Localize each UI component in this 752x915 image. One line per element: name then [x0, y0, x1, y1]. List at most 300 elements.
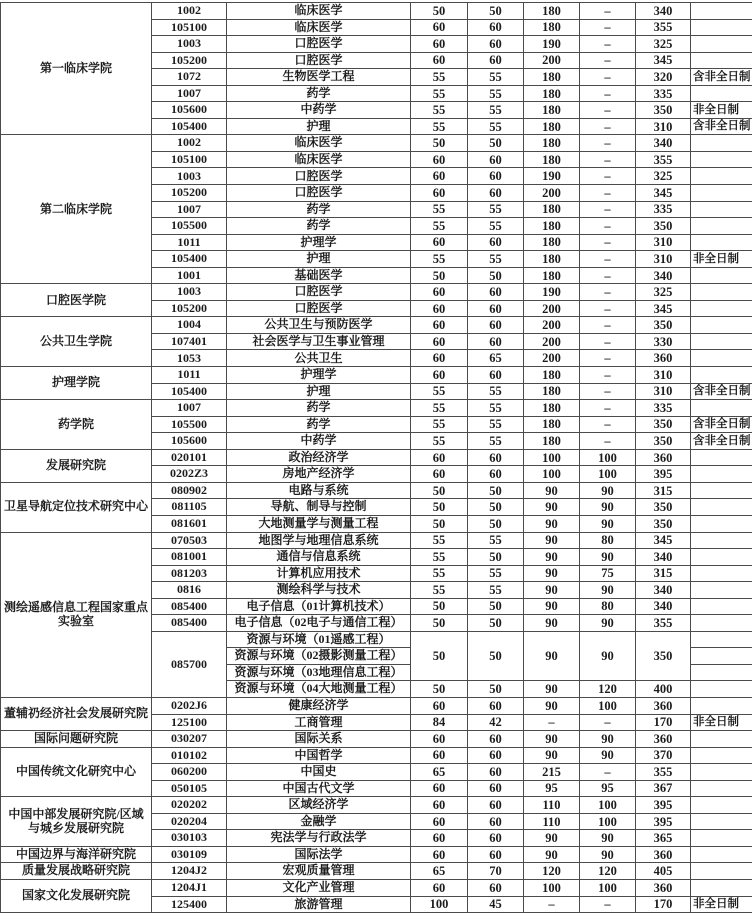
total-score-cell: 340 [636, 267, 691, 284]
score-cell-3: 90 [524, 830, 580, 847]
score-cell-2: 60 [468, 764, 524, 781]
score-cell-1: 60 [411, 52, 468, 69]
total-score-cell: 365 [636, 830, 691, 847]
table-row [1, 135, 752, 152]
table-row [1, 3, 752, 20]
total-score-cell: 330 [636, 333, 691, 350]
major-code-cell: 107401 [152, 333, 227, 350]
major-name-cell: 宏观质量管理 [227, 863, 411, 880]
major-name-cell: 文化产业管理 [227, 879, 411, 896]
remark-cell: 含非全日制 [691, 383, 752, 400]
college-cell: 中国传统文化研究中心 [1, 747, 152, 797]
score-cell-1: 60 [411, 879, 468, 896]
score-cell-1: 55 [411, 383, 468, 400]
score-cell-4: – [580, 764, 636, 781]
major-code-cell: 105200 [152, 300, 227, 317]
score-table-body [1, 3, 752, 913]
score-cell-1: 50 [411, 681, 468, 698]
major-code-cell: 060200 [152, 764, 227, 781]
remark-cell [691, 350, 752, 367]
major-name-cell: 电子信息（02电子与通信工程） [227, 615, 411, 632]
major-name-cell: 口腔医学 [227, 36, 411, 53]
score-cell-2: 60 [468, 466, 524, 483]
major-code-cell: 085400 [152, 615, 227, 632]
total-score-cell: 335 [636, 85, 691, 102]
score-cell-2: 60 [468, 36, 524, 53]
score-cell-1: 65 [411, 764, 468, 781]
major-name-cell: 社会医学与卫生事业管理 [227, 333, 411, 350]
score-cell-2: 55 [468, 383, 524, 400]
major-code-cell: 125100 [152, 714, 227, 731]
score-cell-2: 55 [468, 102, 524, 119]
score-cell-4: – [580, 19, 636, 36]
major-code-cell: 1007 [152, 85, 227, 102]
total-score-cell: 340 [636, 549, 691, 566]
college-cell: 卫星导航定位技术研究中心 [1, 482, 152, 532]
major-code-cell: 0202J6 [152, 697, 227, 714]
score-cell-1: 60 [411, 813, 468, 830]
score-cell-4: – [580, 300, 636, 317]
major-name-cell: 资源与环境（04大地测量工程） [227, 681, 411, 698]
total-score-cell: 395 [636, 466, 691, 483]
major-code-cell: 1007 [152, 201, 227, 218]
score-cell-4: – [580, 36, 636, 53]
score-cell-4: – [580, 400, 636, 417]
score-cell-4: – [580, 118, 636, 135]
score-cell-4: – [580, 218, 636, 235]
score-cell-1: 60 [411, 317, 468, 334]
score-cell-3: 110 [524, 813, 580, 830]
score-cell-4: 100 [580, 813, 636, 830]
remark-cell [691, 466, 752, 483]
score-cell-1: 84 [411, 714, 468, 731]
major-code-cell: 1011 [152, 367, 227, 384]
remark-cell [691, 764, 752, 781]
remark-cell [691, 284, 752, 301]
remark-cell [691, 631, 752, 648]
major-code-cell: 081001 [152, 549, 227, 566]
table-row [1, 747, 752, 764]
major-code-cell: 081601 [152, 515, 227, 532]
score-cell-1: 55 [411, 102, 468, 119]
remark-cell [691, 863, 752, 880]
major-code-cell: 020101 [152, 449, 227, 466]
score-cell-3: 90 [524, 482, 580, 499]
total-score-cell: 325 [636, 36, 691, 53]
score-cell-3: 100 [524, 449, 580, 466]
score-cell-3: 180 [524, 218, 580, 235]
score-cell-3: 90 [524, 747, 580, 764]
major-name-cell: 基础医学 [227, 267, 411, 284]
score-cell-2: 55 [468, 400, 524, 417]
score-cell-2: 60 [468, 731, 524, 748]
table-row [1, 284, 752, 301]
score-cell-4: 100 [580, 466, 636, 483]
score-cell-4: – [580, 52, 636, 69]
score-cell-1: 50 [411, 135, 468, 152]
total-score-cell: 335 [636, 400, 691, 417]
major-name-cell: 金融学 [227, 813, 411, 830]
major-code-cell: 1204J2 [152, 863, 227, 880]
total-score-cell: 310 [636, 367, 691, 384]
score-cell-4: – [580, 201, 636, 218]
major-name-cell: 电路与系统 [227, 482, 411, 499]
major-name-cell: 地图学与地理信息系统 [227, 532, 411, 549]
major-code-cell: 081203 [152, 565, 227, 582]
remark-cell: 含非全日制 [691, 433, 752, 450]
remark-cell [691, 846, 752, 863]
score-cell-2: 60 [468, 846, 524, 863]
score-cell-3: 200 [524, 317, 580, 334]
score-cell-1: 100 [411, 896, 468, 913]
major-name-cell: 政治经济学 [227, 449, 411, 466]
major-name-cell: 旅游管理 [227, 896, 411, 913]
major-name-cell: 资源与环境（03地理信息工程） [227, 664, 411, 681]
score-cell-4: – [580, 714, 636, 731]
major-name-cell: 宪法学与行政法学 [227, 830, 411, 847]
major-code-cell: 020204 [152, 813, 227, 830]
total-score-cell: 350 [636, 317, 691, 334]
table-row [1, 532, 752, 549]
total-score-cell: 315 [636, 482, 691, 499]
score-cell-2: 70 [468, 863, 524, 880]
major-name-cell: 测绘科学与技术 [227, 582, 411, 599]
score-cell-3: 200 [524, 350, 580, 367]
table-row [1, 846, 752, 863]
table-row [1, 400, 752, 417]
remark-cell [691, 515, 752, 532]
remark-cell [691, 582, 752, 599]
major-name-cell: 药学 [227, 85, 411, 102]
score-cell-1: 50 [411, 631, 468, 681]
score-cell-3: 200 [524, 300, 580, 317]
major-name-cell: 中国古代文学 [227, 780, 411, 797]
score-cell-4: – [580, 135, 636, 152]
remark-cell [691, 532, 752, 549]
score-cell-1: 55 [411, 251, 468, 268]
major-name-cell: 计算机应用技术 [227, 565, 411, 582]
major-name-cell: 国际关系 [227, 731, 411, 748]
total-score-cell: 350 [636, 433, 691, 450]
score-cell-3: 180 [524, 69, 580, 86]
score-cell-4: 95 [580, 780, 636, 797]
score-cell-1: 50 [411, 598, 468, 615]
total-score-cell: 370 [636, 747, 691, 764]
score-cell-3: 90 [524, 515, 580, 532]
score-cell-1: 60 [411, 151, 468, 168]
score-cell-1: 50 [411, 499, 468, 516]
college-cell: 质量发展战略研究院 [1, 863, 152, 880]
total-score-cell: 350 [636, 631, 691, 681]
total-score-cell: 360 [636, 879, 691, 896]
score-cell-1: 60 [411, 830, 468, 847]
score-cell-3: 100 [524, 879, 580, 896]
score-cell-4: – [580, 251, 636, 268]
major-name-cell: 大地测量学与测量工程 [227, 515, 411, 532]
score-cell-3: 190 [524, 168, 580, 185]
total-score-cell: 350 [636, 499, 691, 516]
college-cell: 测绘遥感信息工程国家重点实验室 [1, 532, 152, 697]
score-cell-3: 180 [524, 383, 580, 400]
remark-cell [691, 201, 752, 218]
score-cell-1: 65 [411, 863, 468, 880]
total-score-cell: 310 [636, 251, 691, 268]
score-cell-4: 100 [580, 697, 636, 714]
major-code-cell: 1003 [152, 168, 227, 185]
score-cell-4: – [580, 69, 636, 86]
score-cell-4: – [580, 85, 636, 102]
score-cell-3: 100 [524, 466, 580, 483]
remark-cell [691, 697, 752, 714]
score-cell-1: 55 [411, 433, 468, 450]
major-name-cell: 公共卫生与预防医学 [227, 317, 411, 334]
score-cell-1: 50 [411, 482, 468, 499]
score-cell-3: 180 [524, 3, 580, 20]
score-table [0, 2, 752, 913]
major-name-cell: 通信与信息系统 [227, 549, 411, 566]
remark-cell [691, 185, 752, 202]
major-code-cell: 1011 [152, 234, 227, 251]
score-cell-3: 180 [524, 400, 580, 417]
score-cell-2: 60 [468, 780, 524, 797]
remark-cell [691, 598, 752, 615]
score-cell-4: 90 [580, 846, 636, 863]
score-cell-2: 50 [468, 598, 524, 615]
score-cell-3: 90 [524, 499, 580, 516]
major-name-cell: 临床医学 [227, 3, 411, 20]
major-code-cell: 125400 [152, 896, 227, 913]
major-code-cell: 105600 [152, 433, 227, 450]
score-cell-2: 60 [468, 697, 524, 714]
score-cell-2: 55 [468, 118, 524, 135]
score-cell-4: 90 [580, 631, 636, 681]
total-score-cell: 340 [636, 3, 691, 20]
score-cell-2: 55 [468, 201, 524, 218]
major-code-cell: 1204J1 [152, 879, 227, 896]
score-cell-1: 60 [411, 466, 468, 483]
score-cell-2: 42 [468, 714, 524, 731]
total-score-cell: 325 [636, 168, 691, 185]
score-cell-2: 60 [468, 317, 524, 334]
score-cell-2: 50 [468, 3, 524, 20]
score-cell-2: 50 [468, 549, 524, 566]
score-cell-4: – [580, 433, 636, 450]
score-cell-1: 50 [411, 3, 468, 20]
total-score-cell: 310 [636, 383, 691, 400]
table-row [1, 367, 752, 384]
score-cell-2: 50 [468, 135, 524, 152]
total-score-cell: 355 [636, 151, 691, 168]
score-cell-3: 90 [524, 681, 580, 698]
remark-cell [691, 300, 752, 317]
table-row [1, 879, 752, 896]
major-name-cell: 临床医学 [227, 19, 411, 36]
score-cell-2: 60 [468, 333, 524, 350]
major-name-cell: 护理 [227, 383, 411, 400]
score-cell-1: 60 [411, 333, 468, 350]
major-name-cell: 护理学 [227, 367, 411, 384]
major-code-cell: 1001 [152, 267, 227, 284]
table-row [1, 797, 752, 814]
major-code-cell: 085700 [152, 631, 227, 697]
score-cell-1: 55 [411, 218, 468, 235]
score-cell-3: 180 [524, 251, 580, 268]
score-cell-1: 60 [411, 185, 468, 202]
remark-cell [691, 879, 752, 896]
score-cell-2: 60 [468, 747, 524, 764]
score-cell-1: 60 [411, 350, 468, 367]
major-code-cell: 105100 [152, 19, 227, 36]
total-score-cell: 340 [636, 582, 691, 599]
score-cell-3: 190 [524, 284, 580, 301]
score-cell-2: 55 [468, 218, 524, 235]
score-cell-2: 65 [468, 350, 524, 367]
major-code-cell: 030109 [152, 846, 227, 863]
remark-cell [691, 664, 752, 681]
score-cell-3: 200 [524, 52, 580, 69]
score-cell-1: 60 [411, 36, 468, 53]
score-cell-2: 50 [468, 515, 524, 532]
score-cell-1: 60 [411, 797, 468, 814]
score-cell-2: 55 [468, 85, 524, 102]
major-name-cell: 健康经济学 [227, 697, 411, 714]
major-name-cell: 中国哲学 [227, 747, 411, 764]
score-cell-4: – [580, 267, 636, 284]
score-cell-1: 60 [411, 367, 468, 384]
score-cell-1: 55 [411, 532, 468, 549]
score-cell-1: 60 [411, 747, 468, 764]
score-cell-3: 110 [524, 797, 580, 814]
score-cell-2: 55 [468, 416, 524, 433]
score-cell-4: – [580, 317, 636, 334]
college-cell: 中国中部发展研究院/区域与城乡发展研究院 [1, 797, 152, 847]
table-row [1, 697, 752, 714]
major-name-cell: 药学 [227, 201, 411, 218]
score-cell-1: 50 [411, 267, 468, 284]
total-score-cell: 315 [636, 565, 691, 582]
total-score-cell: 400 [636, 681, 691, 698]
score-cell-4: 100 [580, 449, 636, 466]
college-cell: 第一临床学院 [1, 3, 152, 135]
score-cell-2: 55 [468, 433, 524, 450]
major-code-cell: 010102 [152, 747, 227, 764]
score-cell-4: 90 [580, 515, 636, 532]
score-cell-3: 180 [524, 267, 580, 284]
score-cell-4: – [580, 367, 636, 384]
score-cell-2: 50 [468, 681, 524, 698]
score-cell-3: 90 [524, 846, 580, 863]
score-cell-2: 60 [468, 168, 524, 185]
score-cell-3: 200 [524, 185, 580, 202]
total-score-cell: 340 [636, 135, 691, 152]
remark-cell [691, 333, 752, 350]
major-code-cell: 105100 [152, 151, 227, 168]
major-name-cell: 导航、制导与控制 [227, 499, 411, 516]
score-cell-2: 55 [468, 582, 524, 599]
score-cell-3: 180 [524, 367, 580, 384]
total-score-cell: 345 [636, 185, 691, 202]
score-cell-2: 55 [468, 251, 524, 268]
remark-cell: 非全日制 [691, 714, 752, 731]
score-cell-3: 180 [524, 234, 580, 251]
total-score-cell: 345 [636, 52, 691, 69]
major-code-cell: 1003 [152, 36, 227, 53]
major-name-cell: 口腔医学 [227, 300, 411, 317]
score-cell-2: 60 [468, 797, 524, 814]
score-cell-2: 60 [468, 300, 524, 317]
score-cell-4: – [580, 3, 636, 20]
major-name-cell: 口腔医学 [227, 185, 411, 202]
score-cell-4: – [580, 151, 636, 168]
total-score-cell: 345 [636, 532, 691, 549]
major-code-cell: 0202Z3 [152, 466, 227, 483]
major-code-cell: 105400 [152, 251, 227, 268]
remark-cell [691, 218, 752, 235]
remark-cell [691, 780, 752, 797]
college-cell: 药学院 [1, 400, 152, 450]
total-score-cell: 170 [636, 896, 691, 913]
major-code-cell: 105500 [152, 218, 227, 235]
score-cell-1: 60 [411, 449, 468, 466]
score-cell-2: 45 [468, 896, 524, 913]
score-cell-4: 120 [580, 681, 636, 698]
score-cell-2: 60 [468, 284, 524, 301]
score-cell-1: 60 [411, 731, 468, 748]
total-score-cell: 355 [636, 19, 691, 36]
total-score-cell: 355 [636, 615, 691, 632]
score-cell-3: 180 [524, 85, 580, 102]
major-code-cell: 1004 [152, 317, 227, 334]
remark-cell [691, 499, 752, 516]
score-cell-3: 180 [524, 135, 580, 152]
major-name-cell: 护理 [227, 118, 411, 135]
score-cell-1: 60 [411, 300, 468, 317]
major-name-cell: 药学 [227, 400, 411, 417]
score-cell-1: 60 [411, 168, 468, 185]
major-code-cell: 020202 [152, 797, 227, 814]
total-score-cell: 367 [636, 780, 691, 797]
total-score-cell: 170 [636, 714, 691, 731]
major-code-cell: 085400 [152, 598, 227, 615]
score-cell-3: 90 [524, 565, 580, 582]
college-cell: 国际问题研究院 [1, 731, 152, 748]
score-cell-4: – [580, 383, 636, 400]
score-cell-2: 50 [468, 631, 524, 681]
college-cell: 国家文化发展研究院 [1, 879, 152, 912]
college-cell: 中国边界与海洋研究院 [1, 846, 152, 863]
score-cell-2: 50 [468, 482, 524, 499]
score-cell-2: 60 [468, 234, 524, 251]
table-row [1, 863, 752, 880]
remark-cell [691, 135, 752, 152]
score-cell-4: 90 [580, 499, 636, 516]
score-cell-4: 80 [580, 598, 636, 615]
score-cell-3: – [524, 714, 580, 731]
score-cell-1: 60 [411, 846, 468, 863]
score-cell-4: 90 [580, 830, 636, 847]
remark-cell [691, 400, 752, 417]
score-cell-1: 55 [411, 549, 468, 566]
remark-cell [691, 19, 752, 36]
score-cell-1: 50 [411, 615, 468, 632]
score-cell-4: – [580, 102, 636, 119]
major-code-cell: 105200 [152, 52, 227, 69]
remark-cell [691, 813, 752, 830]
major-name-cell: 房地产经济学 [227, 466, 411, 483]
total-score-cell: 355 [636, 764, 691, 781]
score-cell-1: 60 [411, 19, 468, 36]
major-name-cell: 口腔医学 [227, 52, 411, 69]
